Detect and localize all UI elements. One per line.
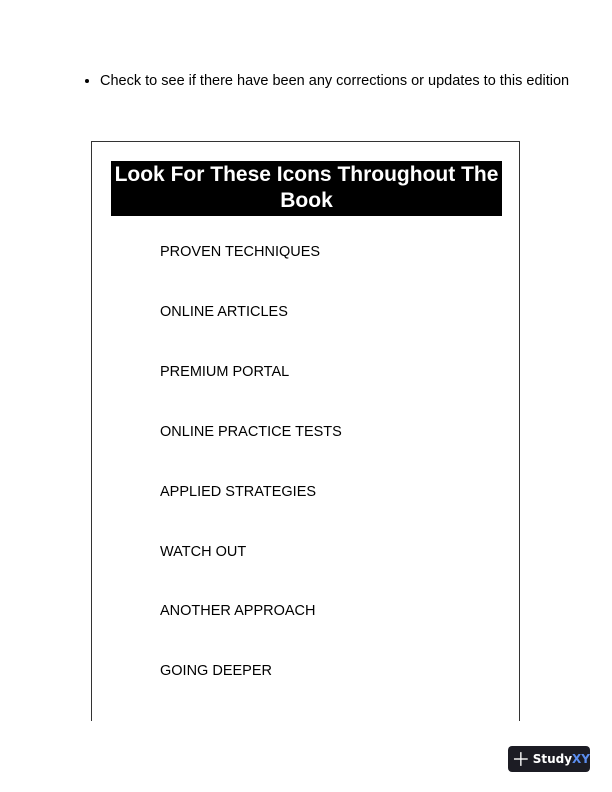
icon-legend-title: Look For These Icons Throughout The Book — [111, 161, 502, 216]
icon-item-premium-portal: PREMIUM PORTAL — [160, 364, 290, 380]
icon-legend-box — [91, 141, 520, 721]
icon-item-online-articles: ONLINE ARTICLES — [160, 304, 288, 320]
bullet-list — [84, 72, 570, 91]
icon-item-applied-strategies: APPLIED STRATEGIES — [160, 484, 317, 500]
brand-name: Study — [532, 752, 573, 766]
icon-item-online-practice-tests: ONLINE PRACTICE TESTS — [160, 424, 342, 440]
plus-icon — [512, 750, 530, 768]
icon-item-watch-out: WATCH OUT — [160, 544, 247, 560]
studyxy-logo[interactable] — [508, 746, 590, 772]
bullet-item: • Check to see if there have been any corrections or updates to this edition — [100, 72, 570, 91]
icon-item-going-deeper: GOING DEEPER — [160, 663, 272, 679]
brand-name-accent: XY — [572, 752, 590, 766]
icon-item-proven-techniques: PROVEN TECHNIQUES — [160, 244, 321, 260]
icon-item-another-approach: ANOTHER APPROACH — [160, 603, 316, 619]
